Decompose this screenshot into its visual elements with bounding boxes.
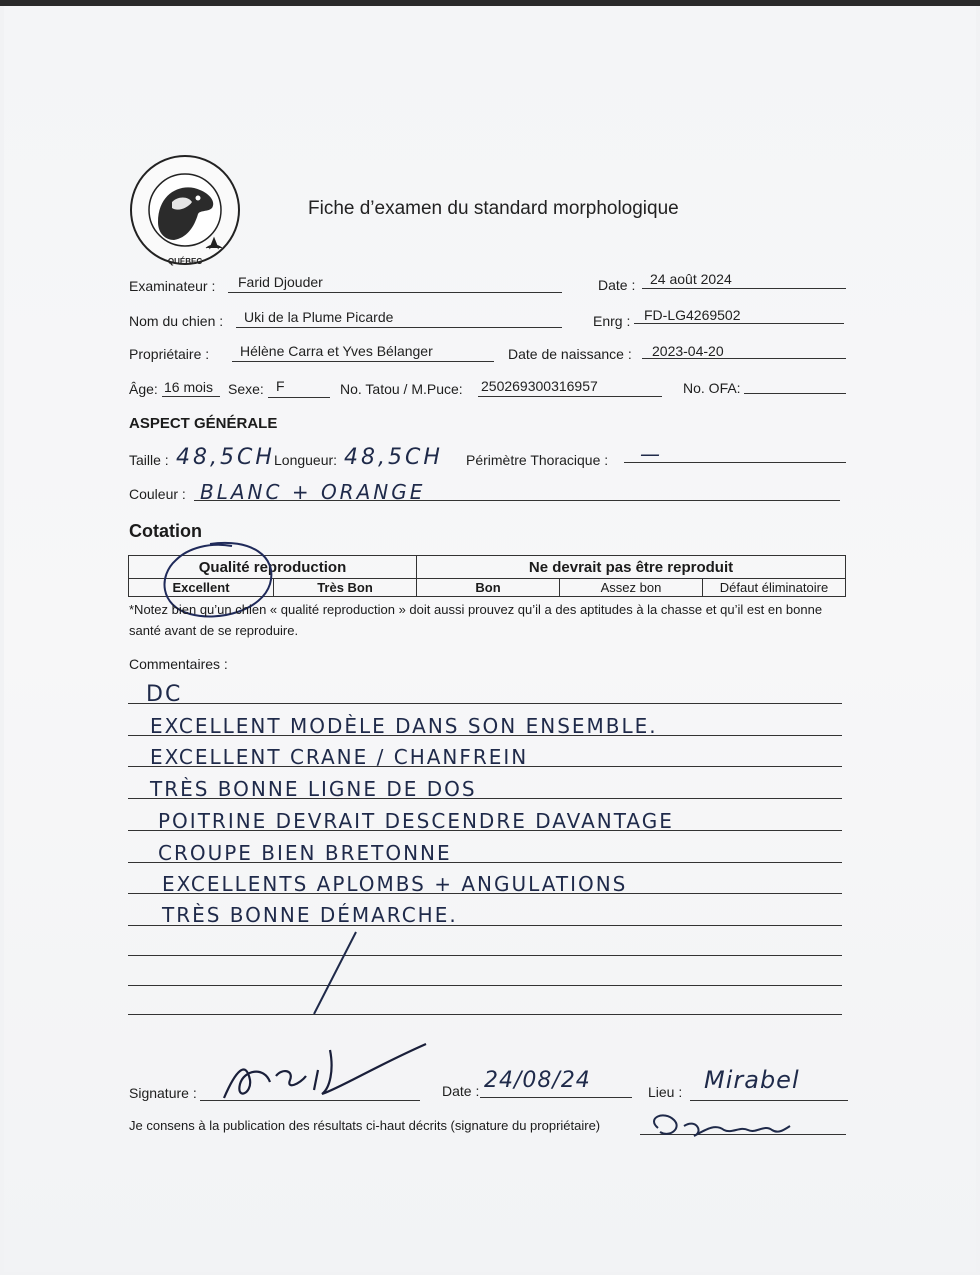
examinateur-value[interactable]: Farid Djouder <box>238 274 323 290</box>
club-logo <box>128 152 242 270</box>
lieu-label: Lieu : <box>648 1084 683 1100</box>
longueur-value[interactable]: 48,5CH <box>344 445 443 470</box>
form-title: Fiche d’examen du standard morphologique <box>308 198 679 219</box>
comment-text: CROUPE BIEN BRETONNE <box>158 841 452 865</box>
naissance-label: Date de naissance : <box>508 346 632 362</box>
perimetre-line <box>624 462 846 463</box>
comment-text: POITRINE DEVRAIT DESCENDRE DAVANTAGE <box>158 809 674 833</box>
grade-bon[interactable]: Bon <box>417 579 560 597</box>
dog-head-logo-icon <box>128 152 242 270</box>
ofa-line <box>744 393 846 394</box>
date-value[interactable]: 24 août 2024 <box>650 271 732 287</box>
group-ne-devrait-pas: Ne devrait pas être reproduit <box>417 556 846 579</box>
proprietaire-line <box>232 361 494 362</box>
perimetre-label: Périmètre Thoracique : <box>466 452 609 468</box>
proprietaire-value[interactable]: Hélène Carra et Yves Bélanger <box>240 343 433 359</box>
taille-value[interactable]: 48,5CH <box>176 445 275 470</box>
footer-date-line <box>480 1097 632 1098</box>
sexe-line <box>268 397 330 398</box>
age-value[interactable]: 16 mois <box>164 379 214 395</box>
aspect-heading: ASPECT GÉNÉRALE <box>129 415 278 432</box>
examinateur-label: Examinateur : <box>129 278 216 294</box>
comment-text: EXCELLENT MODÈLE DANS SON ENSEMBLE. <box>150 714 658 738</box>
enrg-value[interactable]: FD-LG4269502 <box>644 307 741 323</box>
owner-signature <box>644 1108 794 1142</box>
nom-chien-line <box>236 327 562 328</box>
comment-line <box>128 985 842 986</box>
age-label: Âge: <box>129 381 158 397</box>
comment-line <box>128 1014 842 1015</box>
proprietaire-label: Propriétaire : <box>129 346 210 362</box>
tatou-line <box>478 396 662 397</box>
grade-assez-bon[interactable]: Assez bon <box>560 579 703 597</box>
examinateur-line <box>228 292 562 293</box>
tatou-value[interactable]: 250269300316957 <box>481 378 598 394</box>
commentaires-label: Commentaires : <box>129 656 228 672</box>
nom-chien-label: Nom du chien : <box>129 313 224 329</box>
couleur-label: Couleur : <box>129 486 186 502</box>
comment-text: EXCELLENT CRANE / CHANFREIN <box>150 745 529 769</box>
date-line <box>642 288 846 289</box>
grade-defaut-eliminatoire[interactable]: Défaut éliminatoire <box>703 579 846 597</box>
lieu-line <box>690 1100 848 1101</box>
comment-line <box>128 703 842 704</box>
sexe-label: Sexe: <box>228 381 264 397</box>
couleur-value[interactable]: BLANC + ORANGE <box>200 480 426 504</box>
grade-excellent[interactable]: Excellent <box>129 579 274 597</box>
taille-label: Taille : <box>129 452 169 468</box>
nom-chien-value[interactable]: Uki de la Plume Picarde <box>244 309 394 325</box>
couleur-line <box>194 500 840 501</box>
footer-date-label: Date : <box>442 1083 480 1099</box>
enrg-line <box>634 323 844 324</box>
strike-mark <box>300 928 370 1018</box>
ofa-label: No. OFA: <box>683 380 741 396</box>
lieu-value[interactable]: Mirabel <box>704 1066 800 1094</box>
naissance-value[interactable]: 2023-04-20 <box>652 343 724 359</box>
perimetre-value[interactable]: — <box>640 442 663 466</box>
cotation-note: *Notez bien qu’un chien « qualité reproduction » doit aussi prouvez qu’il a des aptitudes à la chasse et qu’il est en bonne santé avant de se reproduire. <box>129 602 823 638</box>
footer-date-value[interactable]: 24/08/24 <box>484 1068 591 1093</box>
signature-label: Signature : <box>129 1085 197 1101</box>
grade-tres-bon[interactable]: Très Bon <box>274 579 417 597</box>
tatou-label: No. Tatou / M.Puce: <box>340 381 463 397</box>
naissance-line <box>642 358 846 359</box>
consent-text: Je consens à la publication des résultats ci-haut décrits (signature du propriétaire) <box>129 1118 601 1133</box>
logo-bottom-text: QUÉBEC <box>167 257 203 266</box>
enrg-label: Enrg : <box>593 313 631 329</box>
comment-line <box>128 955 842 956</box>
group-qualite-reproduction: Qualité reproduction <box>129 556 417 579</box>
comment-text: TRÈS BONNE DÉMARCHE. <box>162 903 458 927</box>
examiner-signature <box>206 1040 436 1110</box>
cotation-heading: Cotation <box>129 521 202 541</box>
comment-text: TRÈS BONNE LIGNE DE DOS <box>150 777 477 801</box>
age-line <box>162 396 220 397</box>
comment-text: DC <box>146 682 183 707</box>
sexe-value[interactable]: F <box>276 378 285 394</box>
comment-text: EXCELLENTS APLOMBS + ANGULATIONS <box>162 872 628 896</box>
longueur-label: Longueur: <box>274 452 338 468</box>
date-label: Date : <box>598 277 636 293</box>
